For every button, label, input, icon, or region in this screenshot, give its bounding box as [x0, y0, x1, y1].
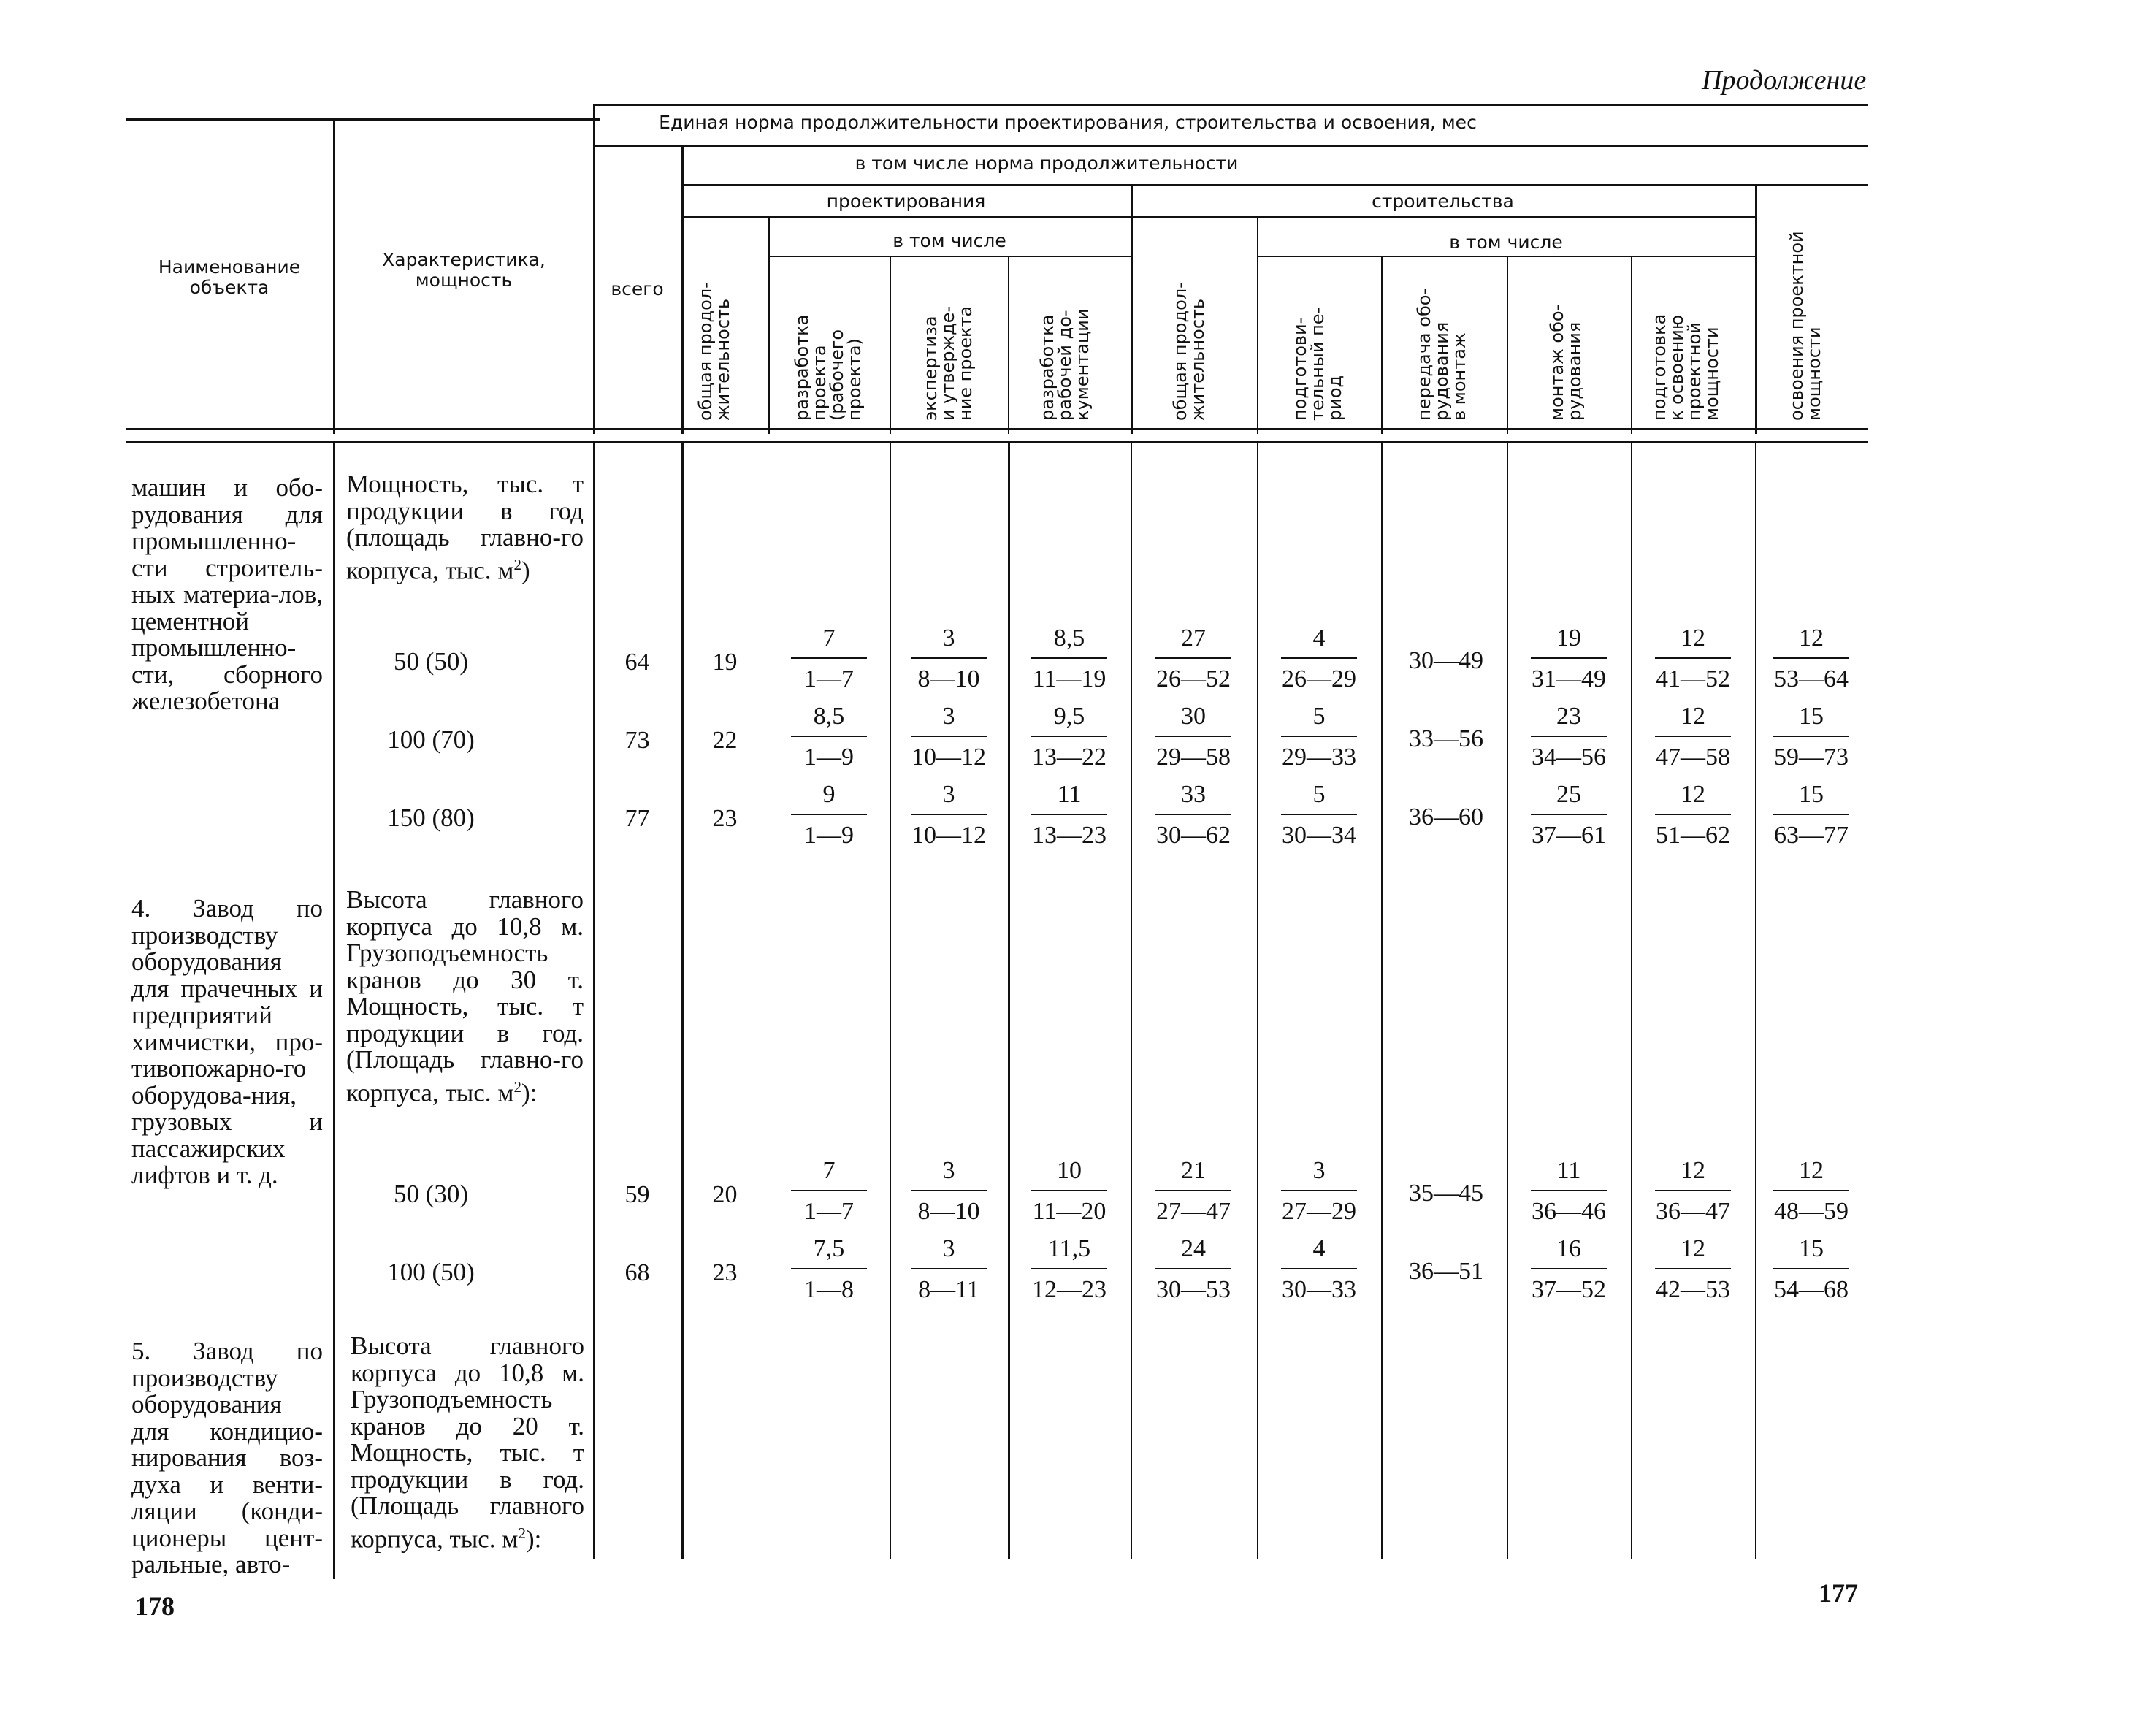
fraction-duration: 3	[942, 703, 955, 730]
fraction-cell-constr_total	[1150, 700, 1237, 774]
fraction-cell-prep	[1275, 1155, 1363, 1228]
fraction-duration: 15	[1799, 1235, 1824, 1262]
fraction-bar	[911, 736, 987, 737]
fraction-bar	[1655, 657, 1731, 659]
fraction-bar	[1031, 1268, 1107, 1269]
row-design-total: 22	[712, 727, 738, 754]
fraction-range: 27—29	[1282, 1198, 1356, 1225]
fraction-bar	[1773, 1190, 1849, 1191]
fraction-bar	[1031, 736, 1107, 737]
fraction-range: 30—53	[1156, 1276, 1231, 1303]
fraction-range: 37—52	[1532, 1276, 1606, 1303]
object-name-5: 5. Завод по производству оборудования для кондицио-нирования воз-духа и венти-ляции (конди-ционеры цент-ральные, авто-	[131, 1337, 323, 1578]
fraction-bar	[1531, 1190, 1607, 1191]
row-design-total: 20	[712, 1181, 738, 1208]
fraction-cell-project	[785, 779, 873, 852]
fraction-duration: 15	[1799, 781, 1824, 808]
fraction-range: 37—61	[1532, 822, 1606, 849]
fraction-duration: 24	[1181, 1235, 1206, 1262]
fraction-duration: 8,5	[1053, 625, 1085, 652]
fraction-bar	[1031, 814, 1107, 815]
fraction-cell-docs	[1025, 1155, 1113, 1228]
fraction-cell-prep	[1275, 1233, 1363, 1306]
fraction-duration: 12	[1681, 1157, 1705, 1184]
fraction-bar	[1155, 657, 1231, 659]
fraction-duration: 33	[1181, 781, 1206, 808]
fraction-duration: 27	[1181, 625, 1206, 652]
fraction-cell-constr_total	[1150, 1233, 1237, 1306]
fraction-bar	[1655, 1268, 1731, 1269]
fraction-range: 13—23	[1032, 822, 1106, 849]
fraction-bar	[1031, 1190, 1107, 1191]
fraction-range: 8—10	[917, 665, 980, 692]
header-design-including: в том числе	[892, 230, 1006, 251]
fraction-cell-mastering	[1767, 622, 1855, 695]
fraction-range: 1—9	[804, 744, 854, 771]
fraction-cell-prep	[1275, 700, 1363, 774]
header-construction-including: в том числе	[1449, 232, 1563, 253]
fraction-duration: 9,5	[1053, 703, 1085, 730]
fraction-bar	[1531, 814, 1607, 815]
header-name-col: Наименование объекта	[158, 256, 301, 298]
fraction-range: 10—12	[911, 744, 986, 771]
fraction-range: 54—68	[1774, 1276, 1849, 1303]
row-capacity: 100 (70)	[387, 725, 475, 754]
row-total: 77	[624, 805, 650, 832]
fraction-range: 36—46	[1532, 1198, 1606, 1225]
fraction-bar	[1531, 657, 1607, 659]
fraction-cell-expertise	[905, 1233, 993, 1306]
continuation-label: Продолжение	[1702, 65, 1867, 96]
fraction-range: 8—11	[918, 1276, 979, 1303]
fraction-duration: 15	[1799, 703, 1824, 730]
fraction-cell-prep	[1275, 622, 1363, 695]
fraction-range: 47—58	[1656, 744, 1730, 771]
fraction-range: 1—8	[804, 1276, 854, 1303]
fraction-range: 34—56	[1532, 744, 1606, 771]
fraction-cell-mount	[1525, 622, 1613, 695]
row-constr-equip: 33—56	[1409, 725, 1483, 752]
fraction-bar	[1773, 657, 1849, 659]
fraction-duration: 7	[822, 625, 836, 652]
fraction-bar	[1773, 736, 1849, 737]
fraction-cell-mount	[1525, 1233, 1613, 1306]
fraction-range: 11—20	[1032, 1198, 1106, 1225]
characteristic-4: Высота главного корпуса до 10,8 м. Грузоподъемность кранов до 30 т. Мощность, тыс. т продукции в год. (Площадь главно-го корпуса, тыс. $м^2$):	[346, 885, 584, 1107]
fraction-range: 12—23	[1032, 1276, 1106, 1303]
fraction-duration: 12	[1681, 781, 1705, 808]
fraction-duration: 7	[822, 1157, 836, 1184]
row-total: 68	[624, 1259, 650, 1286]
row-constr-equip: 35—45	[1409, 1180, 1483, 1207]
fraction-cell-constr_total	[1150, 1155, 1237, 1228]
fraction-range: 26—29	[1282, 665, 1356, 692]
fraction-duration: 5	[1312, 703, 1326, 730]
fraction-range: 8—10	[917, 1198, 980, 1225]
object-name-1: машин и обо-рудования для промышленно-сти строитель-ных материа-лов, цементной промышленно-сти, сборного железобетона	[131, 473, 323, 715]
fraction-cell-mastering	[1767, 779, 1855, 852]
fraction-duration: 11	[1556, 1157, 1581, 1184]
fraction-duration: 12	[1799, 1157, 1824, 1184]
fraction-duration: 11	[1057, 781, 1082, 808]
fraction-duration: 19	[1556, 625, 1581, 652]
fraction-duration: 30	[1181, 703, 1206, 730]
fraction-cell-project	[785, 700, 873, 774]
fraction-bar	[1655, 1190, 1731, 1191]
fraction-range: 11—19	[1032, 665, 1106, 692]
fraction-bar	[911, 1190, 987, 1191]
row-capacity: 150 (80)	[387, 803, 475, 832]
fraction-bar	[1655, 814, 1731, 815]
fraction-range: 30—34	[1282, 822, 1356, 849]
header-design: проектирования	[826, 191, 986, 212]
fraction-range: 36—47	[1656, 1198, 1730, 1225]
fraction-bar	[1281, 1190, 1357, 1191]
fraction-range: 10—12	[911, 822, 986, 849]
fraction-cell-mastering	[1767, 700, 1855, 774]
fraction-bar	[791, 1190, 867, 1191]
fraction-range: 42—53	[1656, 1276, 1730, 1303]
fraction-cell-docs	[1025, 622, 1113, 695]
fraction-duration: 25	[1556, 781, 1581, 808]
fraction-cell-project	[785, 1233, 873, 1306]
row-design-total: 23	[712, 1259, 738, 1286]
row-total: 59	[624, 1181, 650, 1208]
header-construction: строительства	[1372, 191, 1514, 212]
fraction-cell-ready	[1649, 700, 1737, 774]
fraction-cell-mastering	[1767, 1233, 1855, 1306]
row-constr-equip: 36—51	[1409, 1258, 1483, 1285]
fraction-duration: 10	[1057, 1157, 1082, 1184]
fraction-range: 13—22	[1032, 744, 1106, 771]
header-unified-norm: Единая норма продолжительности проектирования, строительства и освоения, мес	[659, 112, 1477, 133]
fraction-duration: 11,5	[1047, 1235, 1091, 1262]
fraction-duration: 21	[1181, 1157, 1206, 1184]
fraction-bar	[1155, 1190, 1231, 1191]
fraction-cell-docs	[1025, 700, 1113, 774]
header-constr-ready: подготовка к освоению проектной мощности	[1649, 313, 1722, 421]
fraction-duration: 12	[1799, 625, 1824, 652]
fraction-cell-docs	[1025, 779, 1113, 852]
fraction-bar	[1281, 657, 1357, 659]
left-page-number: 178	[135, 1592, 175, 1621]
fraction-duration: 5	[1312, 781, 1326, 808]
fraction-duration: 3	[1312, 1157, 1326, 1184]
fraction-bar	[1531, 736, 1607, 737]
header-design-expertise: экспертиза и утвержде- ние проекта	[920, 305, 976, 421]
characteristic-1: Мощность, тыс. т продукции в год (площадь главно-го корпуса, тыс. $м^2$)	[346, 470, 584, 585]
fraction-bar	[911, 1268, 987, 1269]
header-constr-prep: подготови- тельный пе- риод	[1290, 307, 1345, 421]
header-mastering: освоения проектной мощности	[1786, 231, 1824, 421]
row-capacity: 50 (30)	[393, 1180, 469, 1208]
fraction-duration: 9	[822, 781, 836, 808]
fraction-cell-expertise	[905, 1155, 993, 1228]
fraction-duration: 3	[942, 1157, 955, 1184]
fraction-range: 27—47	[1156, 1198, 1231, 1225]
fraction-duration: 12	[1681, 1235, 1705, 1262]
fraction-range: 29—33	[1282, 744, 1356, 771]
fraction-range: 51—62	[1656, 822, 1730, 849]
fraction-range: 48—59	[1774, 1198, 1849, 1225]
fraction-cell-mount	[1525, 700, 1613, 774]
header-constr-total: общая продол- жительность	[1170, 282, 1208, 421]
fraction-bar	[1773, 1268, 1849, 1269]
row-total: 64	[624, 649, 650, 676]
fraction-cell-expertise	[905, 700, 993, 774]
right-page-number: 177	[1819, 1578, 1858, 1608]
fraction-bar	[791, 657, 867, 659]
row-total: 73	[624, 727, 650, 754]
fraction-bar	[1531, 1268, 1607, 1269]
object-name-4: 4. Завод по производству оборудования для прачечных и предприятий химчистки, про-тивопожарно-го оборудова-ния, грузовых и пассажирских лифтов и т. д.	[131, 894, 323, 1189]
fraction-cell-ready	[1649, 622, 1737, 695]
fraction-bar	[1281, 1268, 1357, 1269]
fraction-range: 41—52	[1656, 665, 1730, 692]
row-constr-equip: 36—60	[1409, 803, 1483, 830]
fraction-cell-ready	[1649, 1233, 1737, 1306]
header-constr-equip: передача обо- рудования в монтаж	[1414, 288, 1469, 421]
fraction-range: 1—7	[804, 1198, 854, 1225]
fraction-range: 30—62	[1156, 822, 1231, 849]
fraction-bar	[791, 814, 867, 815]
fraction-bar	[1155, 736, 1231, 737]
fraction-duration: 3	[942, 625, 955, 652]
fraction-cell-mount	[1525, 1155, 1613, 1228]
fraction-range: 53—64	[1774, 665, 1849, 692]
fraction-bar	[1655, 736, 1731, 737]
header-design-total: общая продол- жительность	[695, 282, 733, 421]
header-constr-mount: монтаж обо- рудования	[1547, 304, 1585, 421]
characteristic-5: Высота главного корпуса до 10,8 м. Грузоподъемность кранов до 20 т. Мощность, тыс. т продукции в год. (Площадь главного корпуса, тыс. $м^2$):	[351, 1332, 584, 1554]
fraction-bar	[791, 1268, 867, 1269]
fraction-bar	[1155, 814, 1231, 815]
fraction-range: 30—33	[1282, 1276, 1356, 1303]
fraction-bar	[1773, 814, 1849, 815]
fraction-range: 63—77	[1774, 822, 1849, 849]
fraction-range: 1—7	[804, 665, 854, 692]
fraction-duration: 3	[942, 1235, 955, 1262]
row-capacity: 50 (50)	[393, 647, 469, 676]
fraction-cell-constr_total	[1150, 779, 1237, 852]
fraction-bar	[1281, 736, 1357, 737]
fraction-bar	[1281, 814, 1357, 815]
fraction-duration: 16	[1556, 1235, 1581, 1262]
fraction-duration: 8,5	[813, 703, 845, 730]
fraction-cell-ready	[1649, 779, 1737, 852]
fraction-duration: 7,5	[813, 1235, 845, 1262]
fraction-duration: 4	[1312, 625, 1326, 652]
row-design-total: 23	[712, 805, 738, 832]
fraction-range: 29—58	[1156, 744, 1231, 771]
fraction-bar	[791, 736, 867, 737]
fraction-cell-expertise	[905, 622, 993, 695]
fraction-cell-expertise	[905, 779, 993, 852]
fraction-duration: 12	[1681, 625, 1705, 652]
fraction-duration: 3	[942, 781, 955, 808]
fraction-cell-docs	[1025, 1233, 1113, 1306]
header-design-project: разработка проекта (рабочего проекта)	[792, 314, 865, 421]
fraction-range: 59—73	[1774, 744, 1849, 771]
row-design-total: 19	[712, 649, 738, 676]
fraction-bar	[911, 657, 987, 659]
fraction-duration: 23	[1556, 703, 1581, 730]
fraction-range: 31—49	[1532, 665, 1606, 692]
header-design-docs: разработка рабочей до- кументации	[1037, 308, 1093, 421]
fraction-cell-project	[785, 622, 873, 695]
fraction-duration: 4	[1312, 1235, 1326, 1262]
fraction-cell-project	[785, 1155, 873, 1228]
fraction-cell-ready	[1649, 1155, 1737, 1228]
header-including-norm: в том числе норма продолжительности	[855, 153, 1239, 174]
fraction-cell-prep	[1275, 779, 1363, 852]
fraction-cell-constr_total	[1150, 622, 1237, 695]
fraction-cell-mastering	[1767, 1155, 1855, 1228]
header-total: всего	[611, 278, 664, 299]
fraction-bar	[1155, 1268, 1231, 1269]
fraction-range: 26—52	[1156, 665, 1231, 692]
header-characteristic-col: Характеристика, мощность	[382, 249, 546, 291]
fraction-cell-mount	[1525, 779, 1613, 852]
row-capacity: 100 (50)	[387, 1258, 475, 1286]
fraction-bar	[1031, 657, 1107, 659]
row-constr-equip: 30—49	[1409, 647, 1483, 674]
fraction-bar	[911, 814, 987, 815]
fraction-range: 1—9	[804, 822, 854, 849]
fraction-duration: 12	[1681, 703, 1705, 730]
